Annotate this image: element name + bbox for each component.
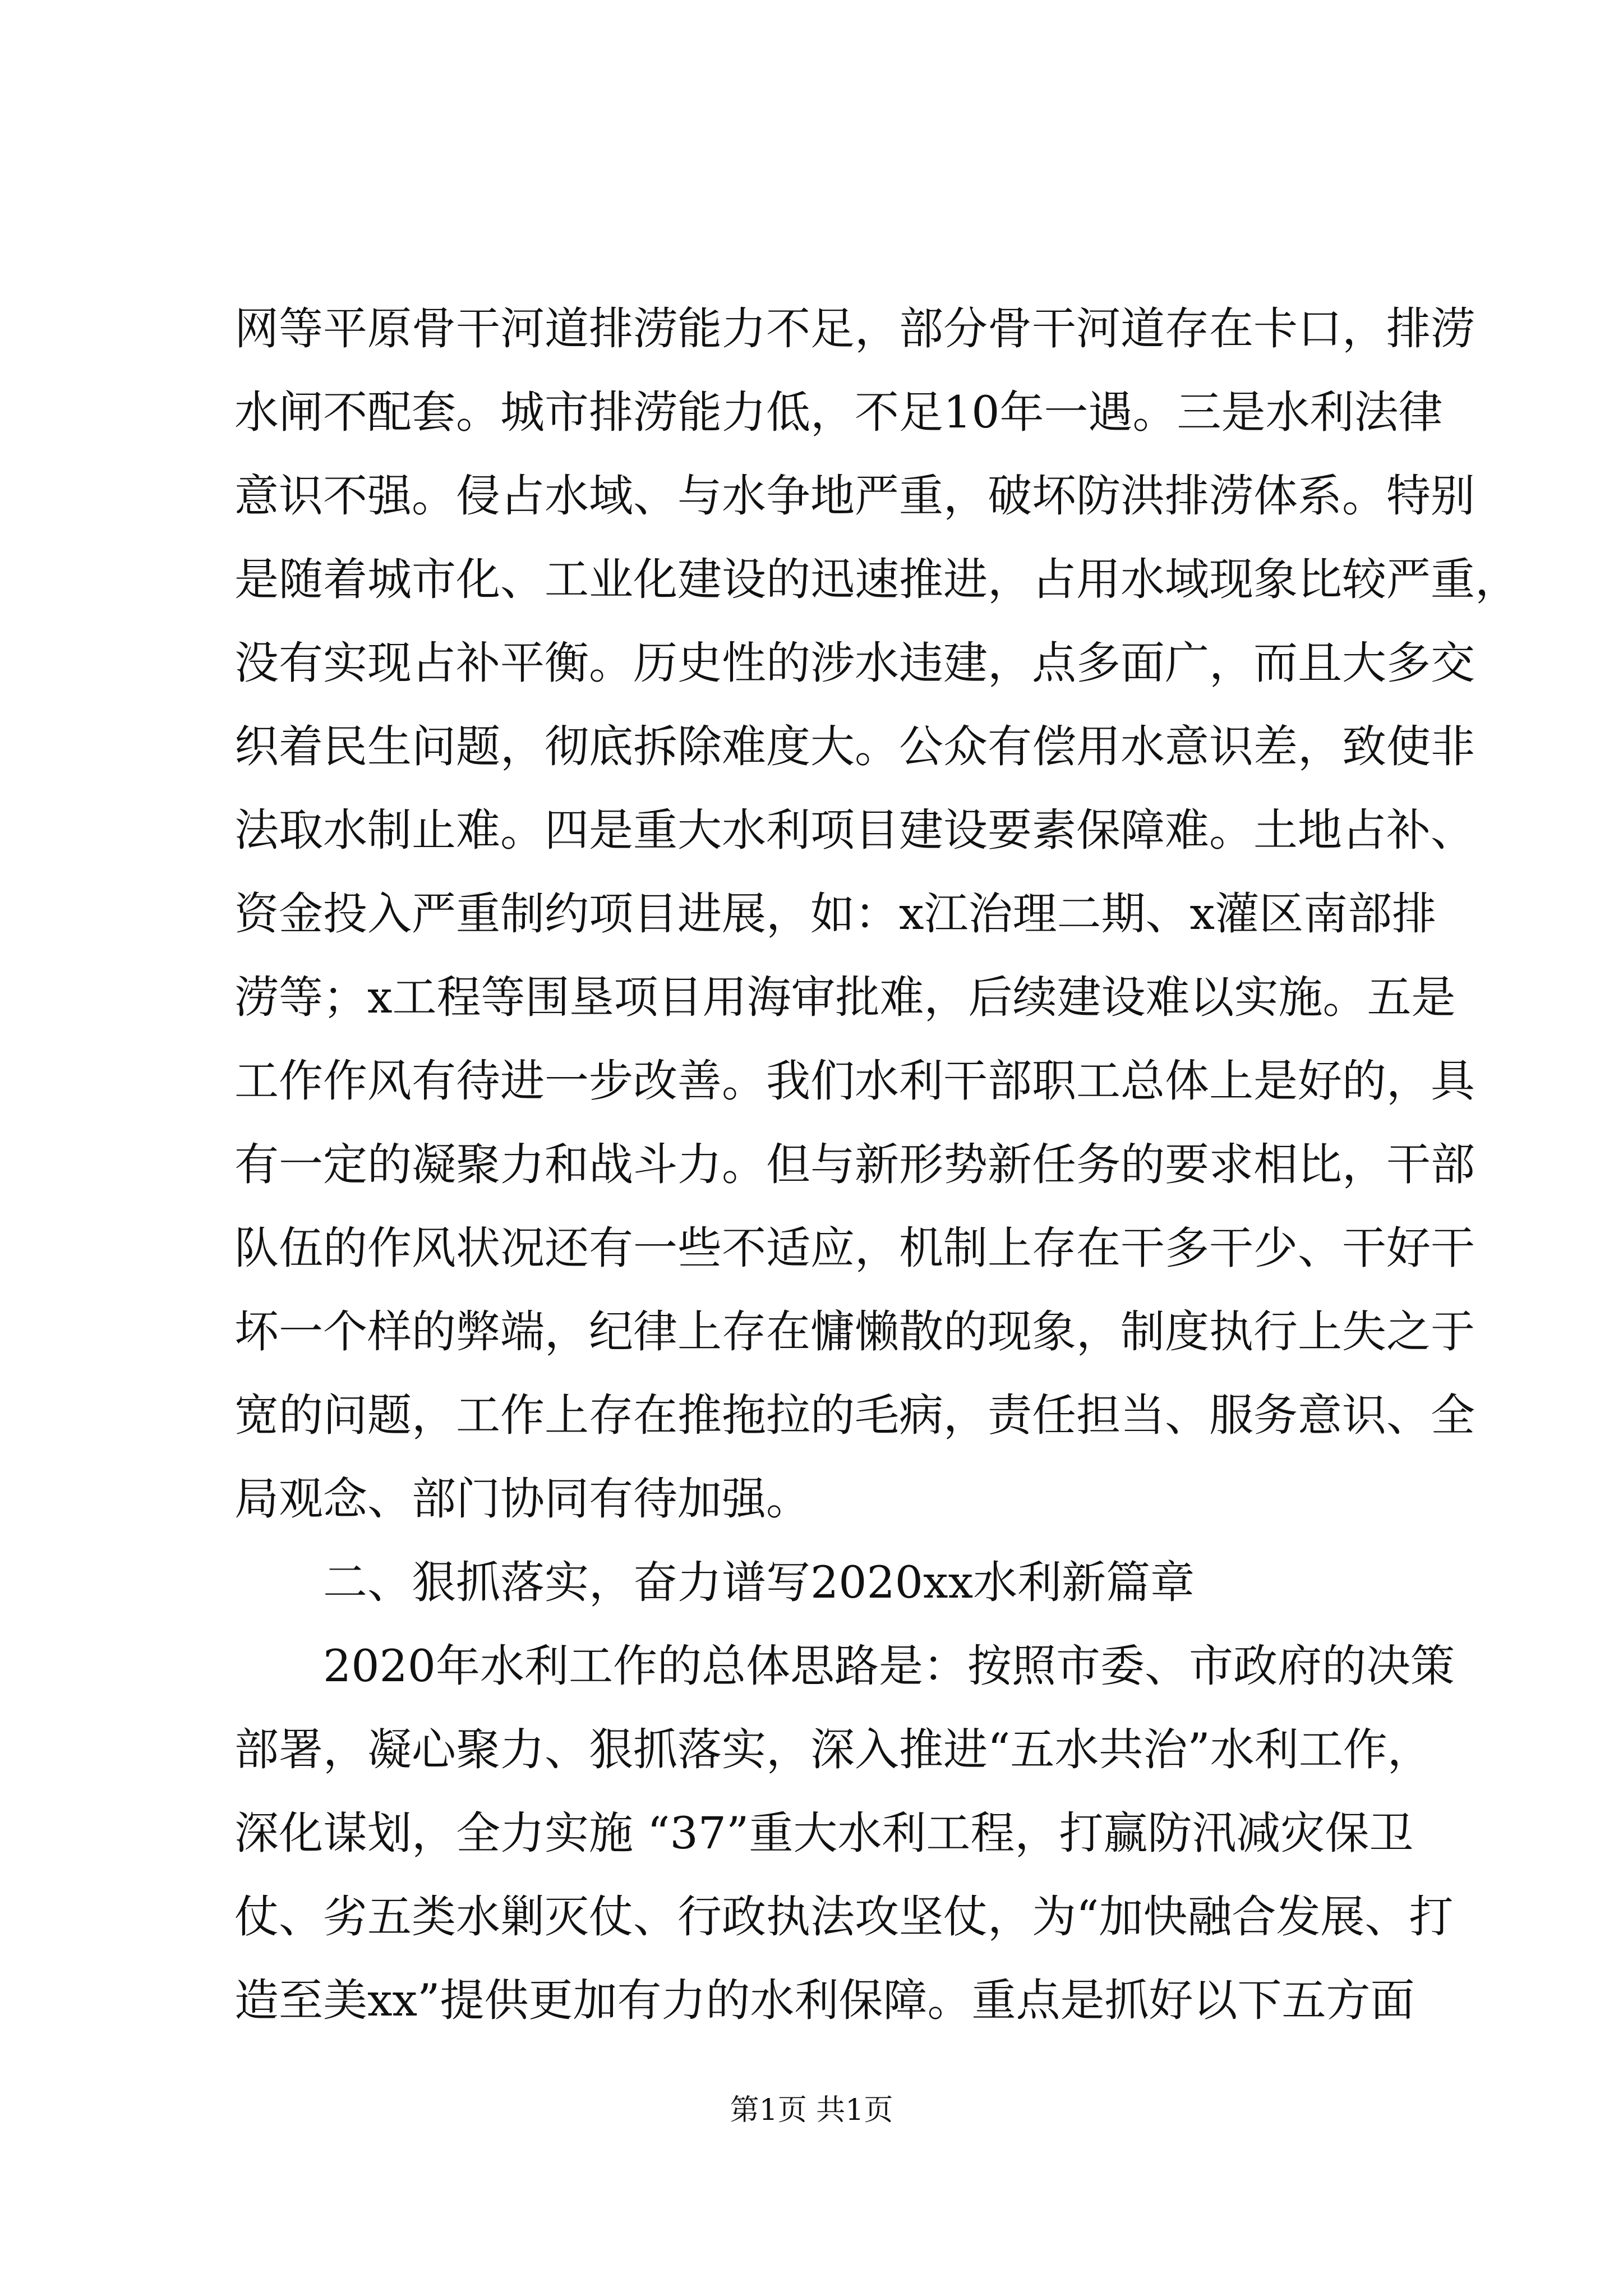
page-footer: 第1页 共1页: [730, 2093, 893, 2127]
paragraph-line: 法取水制止难。四是重大水利项目建设要素保障难。土地占补、: [234, 804, 1475, 856]
paragraph-line: 水闸不配套。城市排涝能力低，不足10年一遇。三是水利法律: [234, 386, 1443, 438]
paragraph-line: 没有实现占补平衡。历史性的涉水违建，点多面广，而且大多交: [234, 637, 1475, 689]
paragraph-line: 涝等；x工程等围垦项目用海审批难，后续建设难以实施。五是: [234, 972, 1456, 1023]
paragraph-line: 是随着城市化、工业化建设的迅速推进，占用水域现象比较严重，: [234, 554, 1519, 605]
paragraph-line: 宽的问题，工作上存在推拖拉的毛病，责任担当、服务意识、全: [234, 1389, 1475, 1441]
paragraph-line: 有一定的凝聚力和战斗力。但与新形势新任务的要求相比，干部: [234, 1139, 1475, 1190]
paragraph-line: 队伍的作风状况还有一些不适应，机制上存在干多干少、干好干: [234, 1222, 1475, 1274]
paragraph-line: 造至美xx”提供更加有力的水利保障。重点是抓好以下五方面: [234, 1975, 1415, 2026]
paragraph-line: 意识不强。侵占水域、与水争地严重，破坏防洪排涝体系。特别: [234, 470, 1475, 522]
paragraph-line: 坏一个样的弊端，纪律上存在慵懒散的现象，制度执行上失之于: [234, 1306, 1475, 1358]
paragraph-line: 织着民生问题，彻底拆除难度大。公众有偿用水意识差，致使非: [234, 721, 1475, 772]
paragraph-line: 仗、劣五类水剿灭仗、行政执法攻坚仗，为“加快融合发展、打: [234, 1891, 1454, 1943]
section-heading: 二、狠抓落实，奋力谱写2020xx水利新篇章: [323, 1557, 1195, 1608]
paragraph-line: 局观念、部门协同有待加强。: [234, 1473, 810, 1525]
paragraph-line: 深化谋划，全力实施 “37”重大水利工程，打赢防汛减灾保卫: [234, 1807, 1414, 1859]
paragraph-line: 网等平原骨干河道排涝能力不足，部分骨干河道存在卡口，排涝: [234, 303, 1475, 355]
paragraph-line: 资金投入严重制约项目进展，如：x江治理二期、x灌区南部排: [234, 888, 1437, 940]
paragraph-line: 部署，凝心聚力、狠抓落实，深入推进“五水共治”水利工作，: [234, 1724, 1432, 1775]
paragraph-line: 工作作风有待进一步改善。我们水利干部职工总体上是好的，具: [234, 1055, 1475, 1107]
paragraph-line: 2020年水利工作的总体思路是：按照市委、市政府的决策: [323, 1640, 1455, 1692]
body-text: [234, 287, 1519, 2042]
